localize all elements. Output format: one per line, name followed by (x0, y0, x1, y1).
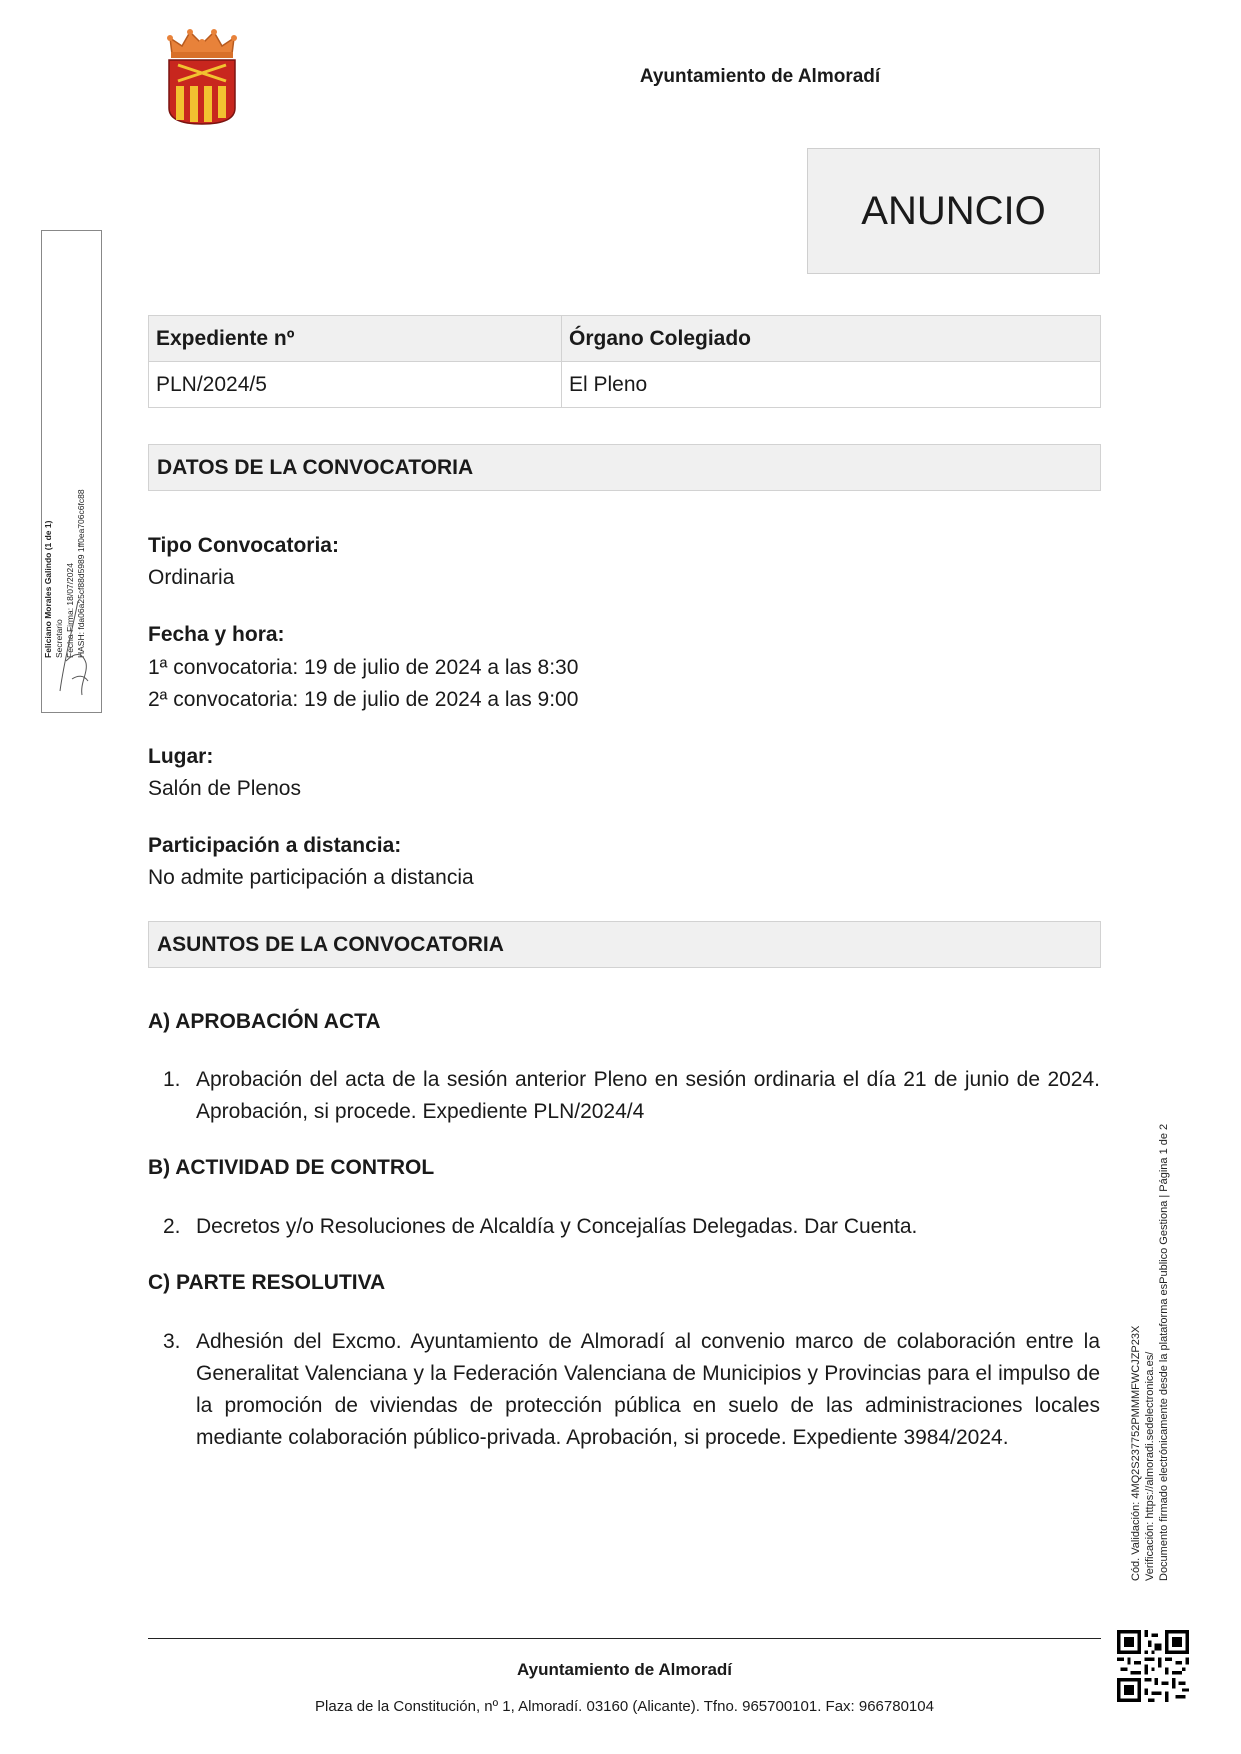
item-number: 3. (163, 1330, 181, 1353)
table-header-row (149, 316, 1101, 362)
item-number: 1. (163, 1068, 181, 1091)
topic-a-title: A) APROBACIÓN ACTA (148, 1010, 381, 1033)
asuntos-section-title: ASUNTOS DE LA CONVOCATORIA (157, 932, 504, 956)
asuntos-section-header (148, 921, 1101, 968)
footer-organization-name: Ayuntamiento de Almoradí (516, 1660, 733, 1679)
header-organization-name: Ayuntamiento de Almoradí (639, 66, 881, 87)
fecha-line-1: 1ª convocatoria: 19 de julio de 2024 a las 8:30 (148, 656, 579, 679)
topic-c-title: C) PARTE RESOLUTIVA (148, 1271, 386, 1294)
document-type-box (807, 148, 1100, 274)
datos-section-title: DATOS DE LA CONVOCATORIA (157, 455, 474, 479)
organo-header: Órgano Colegiado (562, 316, 1101, 362)
expediente-table (148, 315, 1101, 408)
topic-b-title: B) ACTIVIDAD DE CONTROL (148, 1156, 435, 1179)
item-number: 2. (163, 1215, 181, 1238)
expediente-value: PLN/2024/5 (149, 362, 562, 408)
footer-address: Plaza de la Constitución, nº 1, Almoradí. 03160 (Alicante). Tfno. 965700101. Fax: 966780104 (315, 1698, 934, 1715)
participacion-label: Participación a distancia: (148, 834, 402, 857)
lugar-label: Lugar: (148, 745, 214, 768)
item-text: Adhesión del Excmo. Ayuntamiento de Almoradí al convenio marco de colaboración entre la Generalitat Valenciana y la Federación Valenciana de Municipios y Provincias para el impulso de la promoción de viviendas de protección pública en suelo de las administraciones locales mediante colaboración público-privada. Aprobación, si procede. Expediente 3984/2024. (196, 1330, 1100, 1449)
organo-value: El Pleno (562, 362, 1101, 408)
qr-code-icon (1117, 1630, 1189, 1702)
list-item (163, 1211, 1100, 1245)
signer-role: Secretario (54, 619, 64, 658)
tipo-label: Tipo Convocatoria: (148, 534, 339, 557)
verification-text (1129, 1021, 1171, 1581)
municipal-crest-logo (166, 28, 238, 126)
signature-hash: HASH: fda06a25cf88d5989 1ff0ea706c6fc88 (76, 489, 86, 658)
fecha-line-2: 2ª convocatoria: 19 de julio de 2024 a las 9:00 (148, 688, 579, 711)
item-text: Decretos y/o Resoluciones de Alcaldía y Concejalías Delegadas. Dar Cuenta. (196, 1215, 918, 1238)
signature-date: Fecha Firma: 18/07/2024 (65, 563, 75, 658)
lugar-value: Salón de Plenos (148, 777, 301, 800)
list-item (163, 1064, 1100, 1130)
signer-name: Feliciano Morales Galindo (1 de 1) (43, 520, 53, 658)
table-row (149, 362, 1101, 408)
validation-code: Cód. Validación: 4MQ2S237752PMMMFWCJZP23X (1130, 1325, 1142, 1581)
tipo-value: Ordinaria (148, 566, 235, 589)
fecha-label: Fecha y hora: (148, 623, 285, 646)
expediente-header: Expediente nº (149, 316, 562, 362)
datos-section-header (148, 444, 1101, 491)
platform-note: Documento firmado electrónicamente desde la plataforma esPublico Gestiona | Página 1 de 2 (1158, 1123, 1170, 1581)
document-type-title: ANUNCIO (861, 188, 1046, 233)
participacion-value: No admite participación a distancia (148, 866, 474, 889)
footer-divider (148, 1638, 1101, 1639)
verification-url[interactable]: Verificación: https://almoradi.sedelectronica.es/ (1144, 1351, 1156, 1581)
handwritten-signature (52, 591, 96, 701)
signature-stamp (41, 230, 102, 713)
item-text: Aprobación del acta de la sesión anterior Pleno en sesión ordinaria el día 21 de junio de 2024. Aprobación, si procede. Expediente PLN/2024/4 (196, 1068, 1100, 1123)
list-item (163, 1326, 1100, 1488)
